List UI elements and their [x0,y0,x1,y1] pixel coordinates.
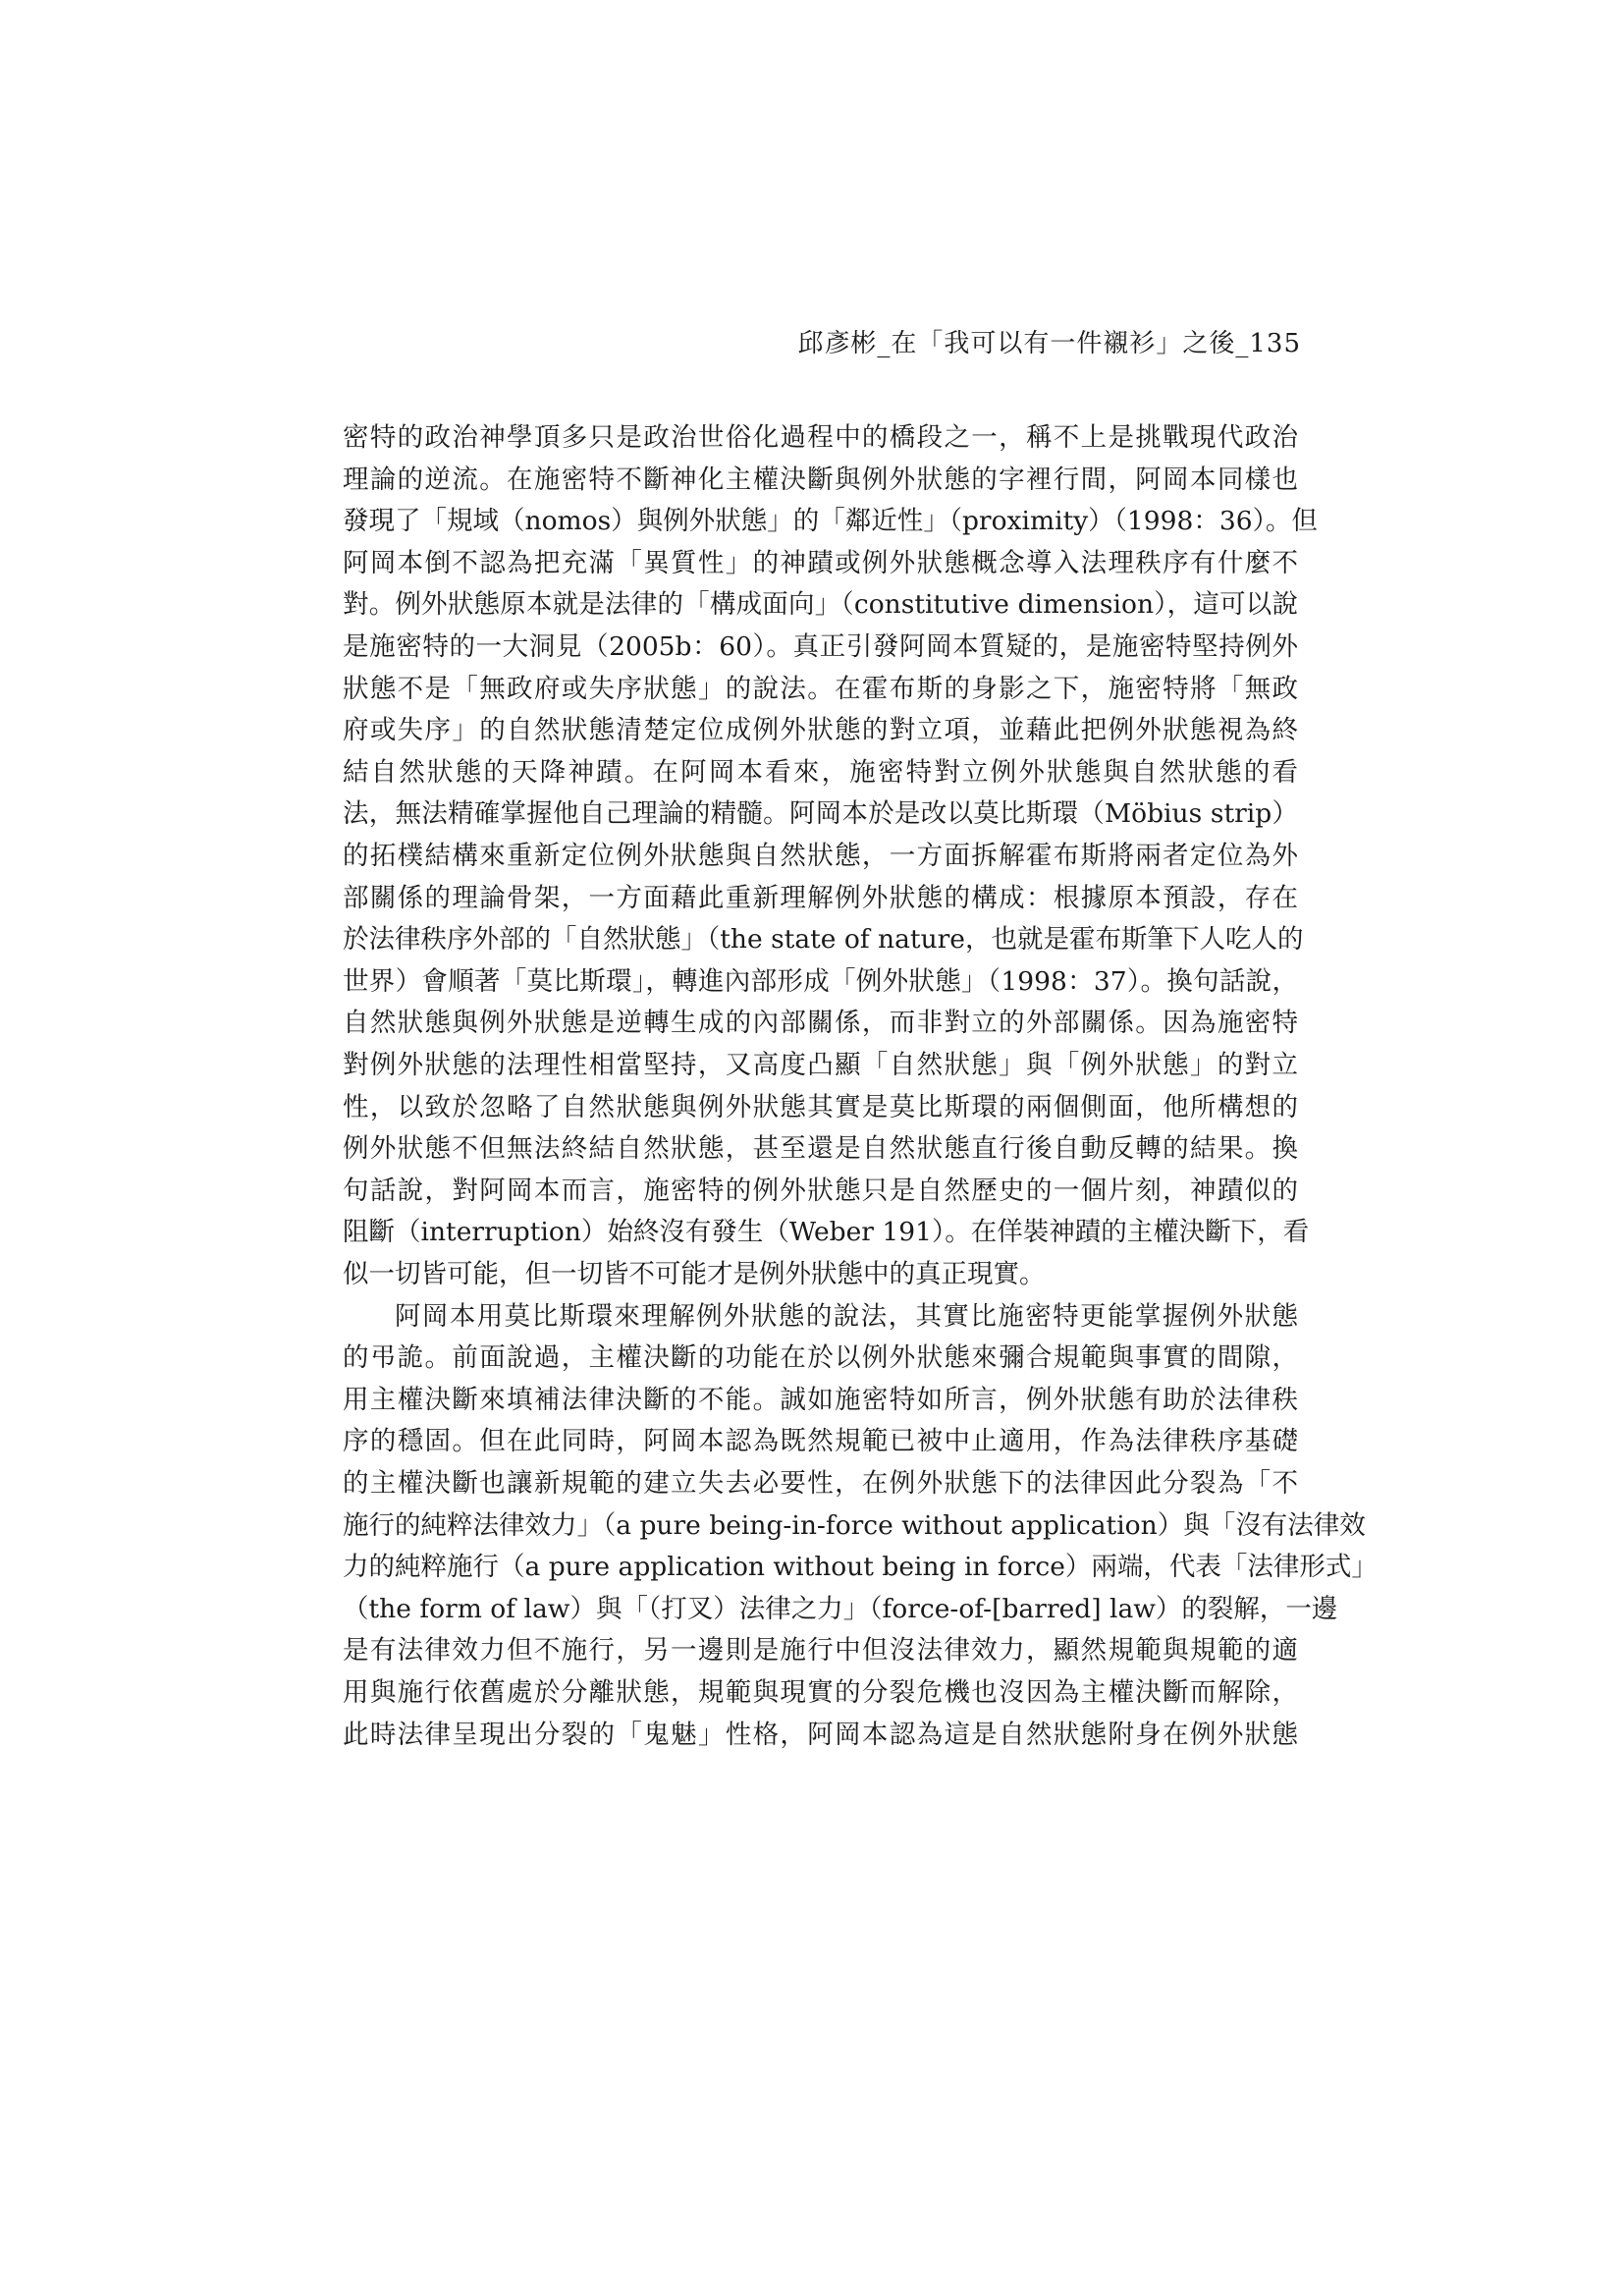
paragraph-2-line-7: 力的純粹施行（a pure application without being in force）兩端，代表「法律形式」 [343,1552,1378,1583]
paragraph-1-line-15: 自然狀態與例外狀態是逆轉生成的內部關係，而非對立的外部關係。因為施密特 [343,1008,1298,1039]
paragraph-1-line-5: 對。例外狀態原本就是法律的「構成面向」（constitutive dimension），這可以說 [343,589,1298,621]
paragraph-1-line-8: 府或失序」的自然狀態清楚定位成例外狀態的對立項，並藉此把例外狀態視為終 [343,715,1298,746]
paragraph-2-line-3: 用主權決斷來填補法律決斷的不能。誠如施密特如所言，例外狀態有助於法律秩 [343,1384,1298,1415]
paragraph-1-line-19: 句話說，對阿岡本而言，施密特的例外狀態只是自然歷史的一個片刻，神蹟似的 [343,1175,1298,1206]
running-header: 邱彥彬_在「我可以有一件襯衫」之後_135 [797,329,1301,358]
paragraph-1-line-4: 阿岡本倒不認為把充滿「異質性」的神蹟或例外狀態概念導入法理秩序有什麼不 [343,547,1298,578]
paragraph-1-line-17: 性，以致於忽略了自然狀態與例外狀態其實是莫比斯環的兩個側面，他所構想的 [343,1091,1298,1122]
paragraph-1-line-10: 法，無法精確掌握他自己理論的精髓。阿岡本於是改以莫比斯環（Möbius strip） [343,798,1298,830]
paragraph-2-line-4: 序的穩固。但在此同時，阿岡本認為既然規範已被中止適用，作為法律秩序基礎 [343,1426,1298,1457]
paragraph-1-line-1: 密特的政治神學頂多只是政治世俗化過程中的橋段之一，稱不上是挑戰現代政治 [343,422,1298,453]
paragraph-2-line-8: （the form of law）與「（打叉）法律之力」（force-of-[barred] law）的裂解，一邊 [343,1593,1338,1624]
paragraph-2-line-6: 施行的純粹法律效力」（a pure being-in-force without application）與「沒有法律效 [343,1509,1366,1541]
paragraph-2-line-9: 是有法律效力但不施行，另一邊則是施行中但沒法律效力，顯然規範與規範的適 [343,1635,1298,1667]
paragraph-1-line-12: 部關係的理論骨架，一方面藉此重新理解例外狀態的構成：根據原本預設，存在 [343,882,1298,913]
paragraph-2-line-2: 的弔詭。前面說過，主權決斷的功能在於以例外狀態來彌合規範與事實的間隙， [343,1342,1298,1374]
paragraph-1-line-14: 世界）會順著「莫比斯環」，轉進內部形成「例外狀態」（1998：37）。換句話說， [343,965,1298,997]
paragraph-2-line-10: 用與施行依舊處於分離狀態，規範與現實的分裂危機也沒因為主權決斷而解除， [343,1677,1298,1708]
paragraph-2-line-1: 阿岡本用莫比斯環來理解例外狀態的說法，其實比施密特更能掌握例外狀態 [395,1300,1298,1332]
paragraph-1-line-11: 的拓樸結構來重新定位例外狀態與自然狀態，一方面拆解霍布斯將兩者定位為外 [343,841,1298,871]
paragraph-1-line-6: 是施密特的一大洞見（2005b：60）。真正引發阿岡本質疑的，是施密特堅持例外 [343,631,1298,662]
paragraph-1-line-21: 似一切皆可能，但一切皆不可能才是例外狀態中的真正現實。 [343,1259,1046,1289]
paragraph-1-line-3: 發現了「規域（nomos）與例外狀態」的「鄰近性」（proximity）（1998：36）。但 [343,506,1318,537]
paragraph-1-line-7: 狀態不是「無政府或失序狀態」的說法。在霍布斯的身影之下，施密特將「無政 [343,673,1298,704]
paragraph-2-line-11: 此時法律呈現出分裂的「鬼魅」性格，阿岡本認為這是自然狀態附身在例外狀態 [343,1719,1298,1750]
paragraph-1-line-9: 結自然狀態的天降神蹟。在阿岡本看來，施密特對立例外狀態與自然狀態的看 [343,756,1298,788]
paragraph-1-line-18: 例外狀態不但無法終結自然狀態，甚至還是自然狀態直行後自動反轉的結果。換 [343,1133,1298,1165]
paragraph-1-line-2: 理論的逆流。在施密特不斷神化主權決斷與例外狀態的字裡行間，阿岡本同樣也 [343,464,1298,495]
paragraph-1-line-20: 阻斷（interruption）始終沒有發生（Weber 191）。在佯裝神蹟的主權決斷下，看 [343,1217,1310,1248]
paragraph-1-line-16: 對例外狀態的法理性相當堅持，又高度凸顯「自然狀態」與「例外狀態」的對立 [343,1050,1298,1080]
paragraph-2-line-5: 的主權決斷也讓新規範的建立失去必要性，在例外狀態下的法律因此分裂為「不 [343,1468,1298,1499]
paragraph-1-line-13: 於法律秩序外部的「自然狀態」（the state of nature，也就是霍布斯筆下人吃人的 [343,924,1304,956]
